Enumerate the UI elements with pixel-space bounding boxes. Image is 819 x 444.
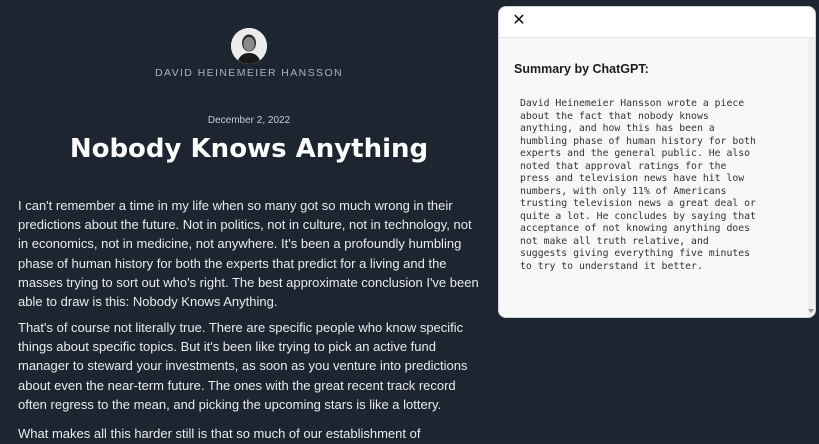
post-paragraph: I can't remember a time in my life when so many got so much wrong in their predictions about the future. Not in politics, not in culture, not in technology, not in economics, not in medicine, not anywhere. It's been a profoundly humbling phase of human history for both the experts that predict for a living and the masses trying to sort out who's right. The best approximate conclusion I've been able to draw is this: Nobody Knows Anything.	[18, 198, 479, 310]
scroll-down-arrow-icon[interactable]	[808, 309, 814, 313]
panel-scrollbar[interactable]	[808, 38, 815, 317]
author-avatar[interactable]	[231, 28, 267, 64]
post-paragraph: That's of course not literally true. There are specific people who know specific things about specific topics. But it's been like trying to pick an active fund manager to steward your investments, as soon as you venture into predictions about even the near-term future. The ones with the great recent track record often regress to the mean, and picking the upcoming stars is like a lottery.	[18, 320, 468, 412]
close-icon[interactable]: ✕	[512, 12, 526, 29]
summary-text: David Heinemeier Hansson wrote a piece about the fact that nobody knows anything, and how this has been a humbling phase of human history for both experts and the general public. He also noted that approval ratings for the press and television news have hit low numbers, with only 11% of Americans trusting television news a great deal or quite a lot. He concludes by saying that acceptance of not knowing anything does not make all truth relative, and suggests giving everything five minutes to try to understand it better.	[520, 98, 756, 272]
author-name[interactable]: DAVID HEINEMEIER HANSSON	[154, 67, 343, 79]
post-title: Nobody Knows Anything	[69, 134, 429, 164]
post-date: December 2, 2022	[207, 115, 291, 126]
summary-heading: Summary by ChatGPT:	[514, 62, 649, 76]
post-paragraph: What makes all this harder still is that so much of our establishment of	[18, 426, 421, 441]
